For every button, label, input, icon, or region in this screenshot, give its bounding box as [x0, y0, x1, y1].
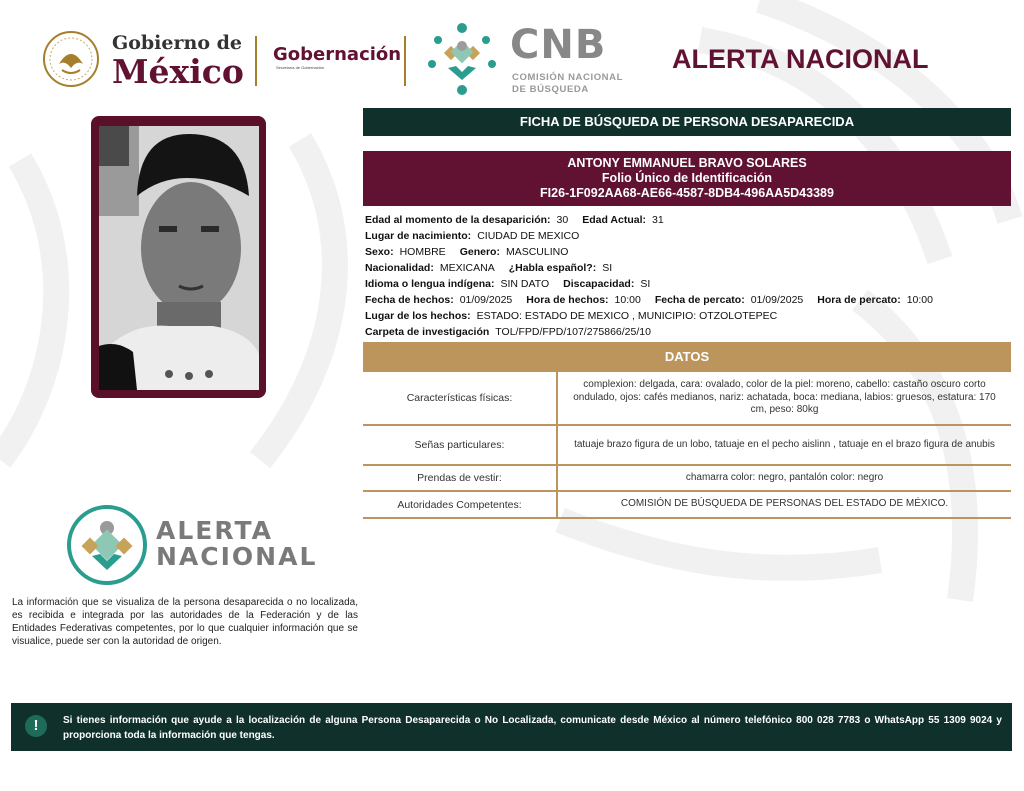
fecha-hechos-label: Fecha de hechos: — [365, 294, 454, 306]
genero-value: MASCULINO — [505, 246, 569, 258]
hora-percato-label: Hora de percato: — [817, 294, 901, 306]
datos-header: DATOS — [363, 342, 1011, 372]
footer-text: Si tienes información que ayude a la localización de alguna Persona Desaparecida o No Localizada, comunicate desde México al número telefónico 800 028 7783 o WhatsApp 55 1309 9024 y proporciona toda la información que tengas. — [63, 715, 1002, 741]
hora-hechos-label: Hora de hechos: — [526, 294, 609, 306]
person-name: ANTONY EMMANUEL BRAVO SOLARES — [567, 156, 807, 170]
fecha-percato-value: 01/09/2025 — [750, 294, 804, 306]
row-value: COMISIÓN DE BÚSQUEDA DE PERSONAS DEL ESTADO DE MÉXICO. — [620, 498, 949, 510]
row-value: chamarra color: negro, pantalón color: negro — [685, 471, 884, 483]
ficha-title-bar: FICHA DE BÚSQUEDA DE PERSONA DESAPARECIDA — [363, 108, 1011, 136]
alerta-word-line2: NACIONAL — [156, 542, 318, 571]
alert-icon: ! — [25, 715, 47, 737]
info-line-sexo — [365, 246, 582, 258]
row-label: Prendas de vestir: — [363, 466, 558, 490]
gobernacion-logo-text: Gobernación — [273, 44, 402, 65]
fecha-hechos-value: 01/09/2025 — [459, 294, 513, 306]
info-line-idioma — [365, 278, 664, 290]
idioma-label: Idioma o lengua indígena: — [365, 278, 495, 290]
person-photo — [99, 126, 259, 390]
info-line-lugar-hechos — [365, 310, 791, 322]
row-label: Autoridades Competentes: — [363, 492, 558, 517]
gobierno-mexico-logo — [42, 28, 244, 91]
nacionalidad-value: MEXICANA — [439, 262, 495, 274]
cnb-logo-text: CNB — [510, 22, 607, 68]
lugar-nac-label: Lugar de nacimiento: — [365, 230, 472, 242]
info-line-carpeta — [365, 326, 665, 338]
table-row — [363, 492, 1011, 519]
fecha-percato-label: Fecha de percato: — [654, 294, 745, 306]
sexo-label: Sexo: — [365, 246, 394, 258]
carpeta-label: Carpeta de investigación — [365, 326, 490, 338]
row-value: tatuaje brazo figura de un lobo, tatuaje en el pecho aislinn , tatuaje en el brazo figura de anubis — [574, 438, 995, 450]
alerta-nacional-emblem-icon — [66, 504, 148, 586]
cnb-emblem-icon — [422, 18, 502, 98]
table-row — [363, 466, 1011, 492]
gobierno-de-text: Gobierno de — [112, 32, 242, 54]
national-seal-icon — [42, 30, 100, 88]
espanol-value: SI — [602, 262, 613, 274]
mexico-text: México — [112, 52, 244, 91]
info-line-fechas — [365, 294, 947, 306]
alerta-nacional-wordmark — [156, 518, 317, 570]
gobernacion-subtitle: Secretaría de Gobernación — [276, 65, 325, 70]
discapacidad-value: SI — [640, 278, 651, 290]
nacionalidad-label: Nacionalidad: — [365, 262, 434, 274]
info-line-nacimiento — [365, 230, 593, 242]
cnb-subtitle — [512, 72, 623, 96]
person-name-bar — [363, 151, 1011, 206]
edad-actual-label: Edad Actual: — [582, 214, 647, 226]
lugar-hechos-label: Lugar de los hechos: — [365, 310, 471, 322]
carpeta-value: TOL/FPD/FPD/107/275866/25/10 — [495, 326, 651, 338]
folio-value: FI26-1F092AA68-AE66-4587-8DB4-496AA5D43389 — [540, 186, 834, 200]
row-label: Señas particulares: — [363, 426, 558, 464]
edad-desap-value: 30 — [556, 214, 569, 226]
edad-actual-value: 31 — [652, 214, 664, 226]
alerta-word-line1: ALERTA — [156, 516, 273, 545]
folio-label: Folio Único de Identificación — [601, 171, 773, 185]
genero-label: Genero: — [459, 246, 500, 258]
divider — [404, 36, 406, 86]
disclaimer-text: La información que se visualiza de la persona desaparecida o no localizada, es recibida e integrada por las autoridades de la Federación y de las Entidades Federativas competentes, por lo que cualquier información que se visualice, puede ser con la autoridad de origen. — [12, 597, 358, 647]
lugar-nac-value: CIUDAD DE MEXICO — [477, 230, 580, 242]
info-line-edad — [365, 214, 678, 226]
sexo-value: HOMBRE — [399, 246, 446, 258]
espanol-label: ¿Habla español?: — [508, 262, 597, 274]
hora-percato-value: 10:00 — [906, 294, 933, 306]
row-value: complexion: delgada, cara: ovalado, color de la piel: moreno, cabello: castaño oscuro corto ondulado, ojos: cafés medianos, nariz: achatada, boca: mediana, labios: gruesos, estatura: 170 cm, peso: 80kg — [573, 379, 996, 416]
lugar-hechos-value: ESTADO: ESTADO DE MEXICO , MUNICIPIO: OTZOLOTEPEC — [476, 310, 778, 322]
footer-banner — [11, 703, 1012, 751]
table-row — [363, 372, 1011, 426]
info-line-nacionalidad — [365, 262, 626, 274]
person-photo-image — [99, 126, 259, 390]
page-title: ALERTA NACIONAL — [672, 44, 929, 74]
table-row — [363, 426, 1011, 466]
row-label: Características físicas: — [363, 372, 558, 424]
idioma-value: SIN DATO — [500, 278, 550, 290]
cnb-subtitle-line1: COMISIÓN NACIONAL — [512, 72, 624, 83]
cnb-subtitle-line2: DE BÚSQUEDA — [512, 84, 589, 95]
hora-hechos-value: 10:00 — [614, 294, 641, 306]
edad-desap-label: Edad al momento de la desaparición: — [365, 214, 551, 226]
divider — [255, 36, 257, 86]
discapacidad-label: Discapacidad: — [563, 278, 635, 290]
